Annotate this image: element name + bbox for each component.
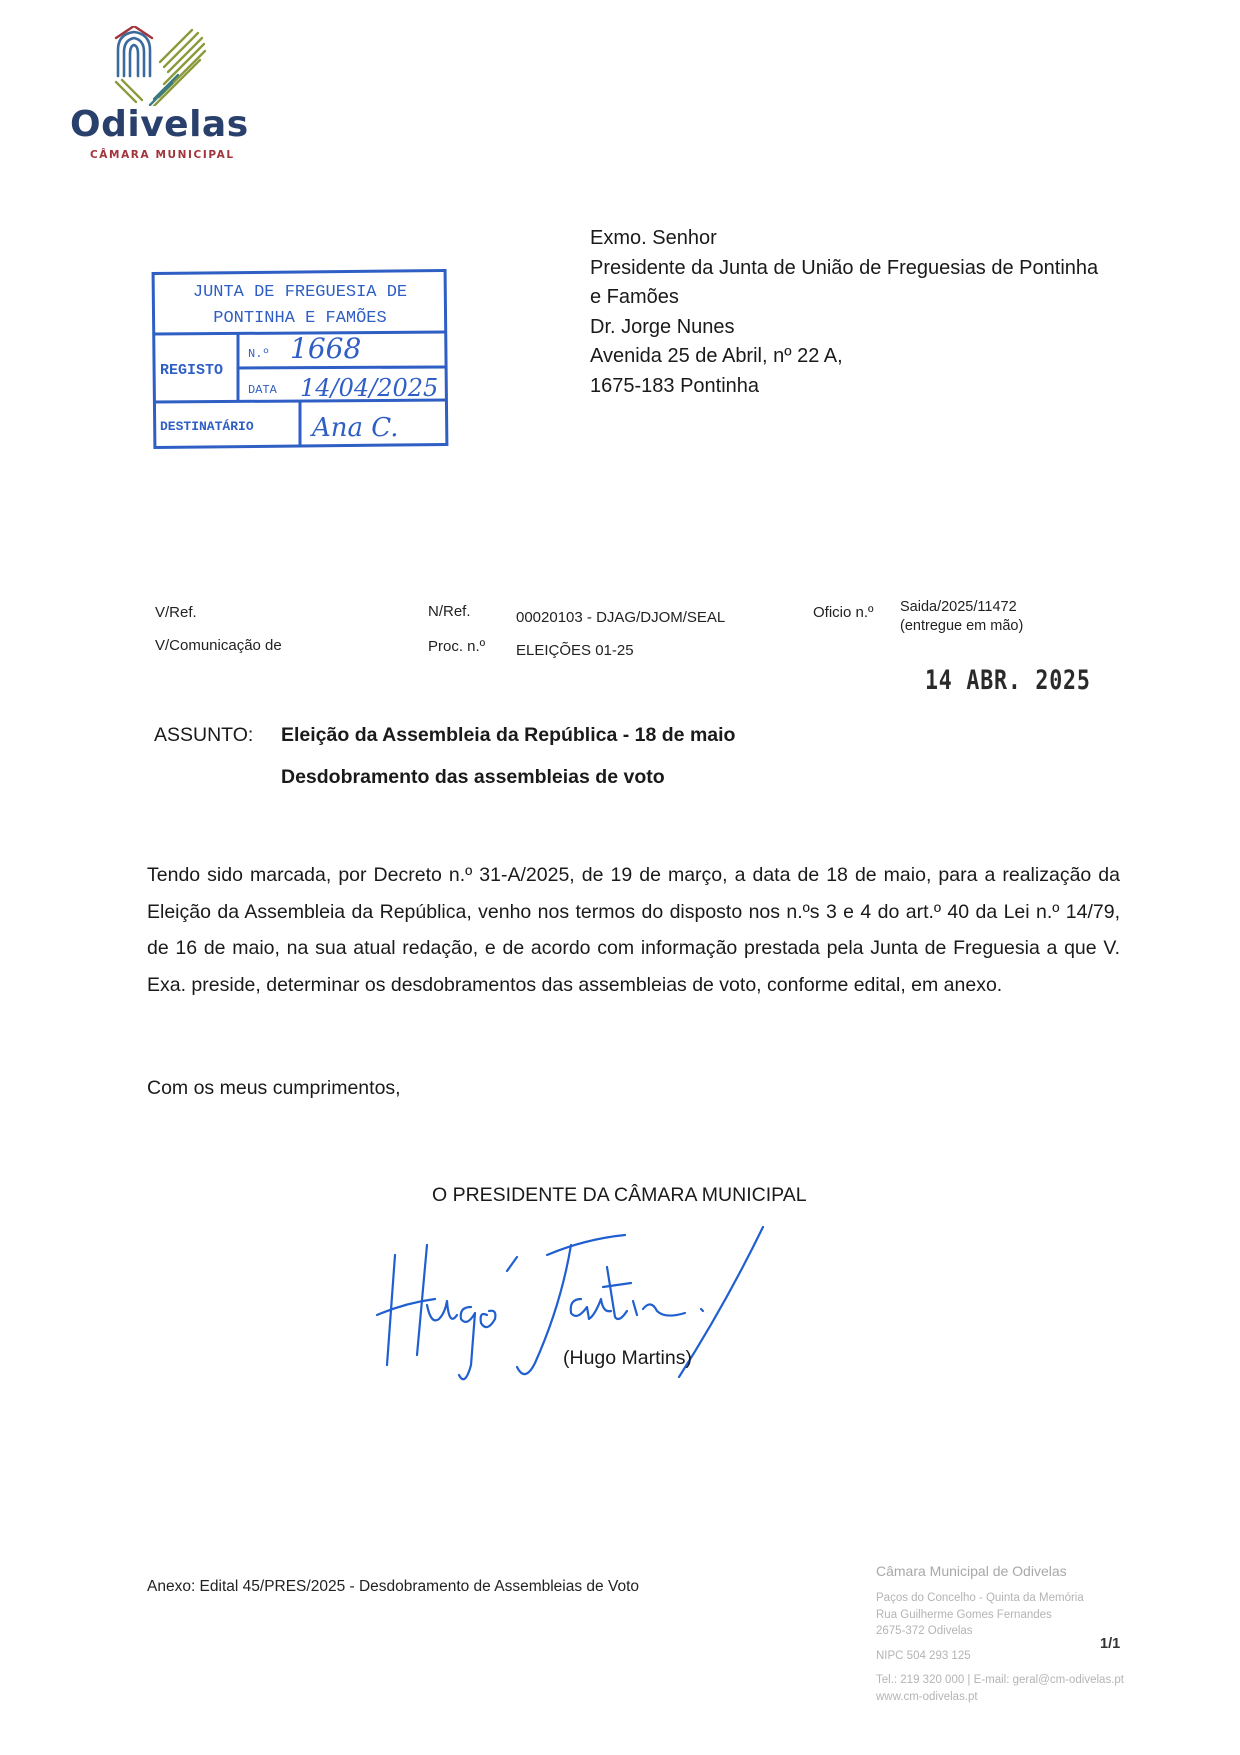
footer-contacts: Tel.: 219 320 000 | E-mail: geral@cm-odivelas.pt (876, 1674, 1124, 1686)
logo-subtitle: CÂMARA MUNICIPAL (90, 149, 235, 161)
date-stamp: 14 ABR. 2025 (925, 665, 1091, 696)
v-ref-label: V/Ref. (155, 604, 197, 621)
signer-name: (Hugo Martins) (563, 1347, 692, 1369)
signer-title: O PRESIDENTE DA CÂMARA MUNICIPAL (432, 1184, 807, 1206)
stamp-date-value: 14/04/2025 (300, 374, 439, 402)
stamp-registo-label: REGISTO (160, 362, 224, 379)
proc-label: Proc. n.º (428, 638, 486, 655)
stamp-date-label: DATA (248, 383, 277, 397)
oficio-note: (entregue em mão) (900, 618, 1024, 634)
reception-stamp (150, 268, 450, 452)
closing-text: Com os meus cumprimentos, (147, 1077, 401, 1099)
logo-name: Odivelas (70, 104, 249, 145)
page-number: 1/1 (1100, 1636, 1121, 1652)
addressee-line: 1675-183 Pontinha (590, 374, 760, 397)
oficio-label: Oficio n.º (813, 604, 874, 621)
footer-address-line: 2675-372 Odivelas (876, 1625, 973, 1637)
footer-contact-block (876, 1590, 1124, 1705)
addressee-line: e Famões (590, 286, 679, 308)
addressee-line: Avenida 25 de Abril, nº 22 A, (590, 345, 843, 367)
n-ref-value: 00020103 - DJAG/DJOM/SEAL (516, 609, 726, 626)
stamp-recipient-value: Ana C. (312, 413, 399, 443)
stamp-number-value: 1668 (290, 332, 362, 365)
stamp-number-label: N.º (248, 347, 270, 361)
footer-address-line: Rua Guilherme Gomes Fernandes (876, 1608, 1052, 1621)
subject-label: ASSUNTO: (154, 724, 254, 746)
footer-website: www.cm-odivelas.pt (876, 1690, 978, 1703)
stamp-title-line1: JUNTA DE FREGUESIA DE (192, 283, 408, 302)
footer-address-line: Paços do Concelho - Quinta da Memória (876, 1592, 1084, 1604)
addressee-line: Dr. Jorge Nunes (590, 315, 735, 338)
oficio-value: Saida/2025/11472 (900, 599, 1017, 615)
stamp-recipient-label: DESTINATÁRIO (160, 419, 254, 434)
subject-line-2: Desdobramento das assembleias de voto (281, 766, 665, 788)
subject-line-1: Eleição da Assembleia da República - 18 de maio (281, 724, 736, 746)
annex-note: Anexo: Edital 45/PRES/2025 - Desdobramento de Assembleias de Voto (147, 1578, 639, 1595)
odivelas-logo-icon (112, 26, 212, 106)
stamp-title-line2: PONTINHA E FAMÕES (213, 309, 387, 328)
proc-value: ELEIÇÕES 01-25 (516, 642, 634, 659)
v-comunicacao-label: V/Comunicação de (155, 637, 282, 654)
addressee-line: Presidente da Junta de União de Freguesias de Pontinha (590, 256, 1099, 279)
addressee-line: Exmo. Senhor (590, 227, 717, 249)
footer-nipc: NIPC 504 293 125 (876, 1649, 971, 1662)
n-ref-label: N/Ref. (428, 603, 471, 620)
addressee-block (590, 224, 1098, 401)
footer-org-name: Câmara Municipal de Odivelas (876, 1563, 1067, 1579)
body-paragraph: Tendo sido marcada, por Decreto n.º 31-A/2025, de 19 de março, a data de 18 de maio, para a realização da Eleição da Assembleia da República, venho nos termos do disposto nos n.ºs 3 e 4 do art.º 40 da Lei n.º 14/79, de 16 de maio, na sua atual redação, e de acordo com informação prestada pela Junta de Freguesia a que V. Exa. preside, determinar os desdobramentos das assembleias de voto, conforme edital, em anexo. (147, 864, 1120, 996)
